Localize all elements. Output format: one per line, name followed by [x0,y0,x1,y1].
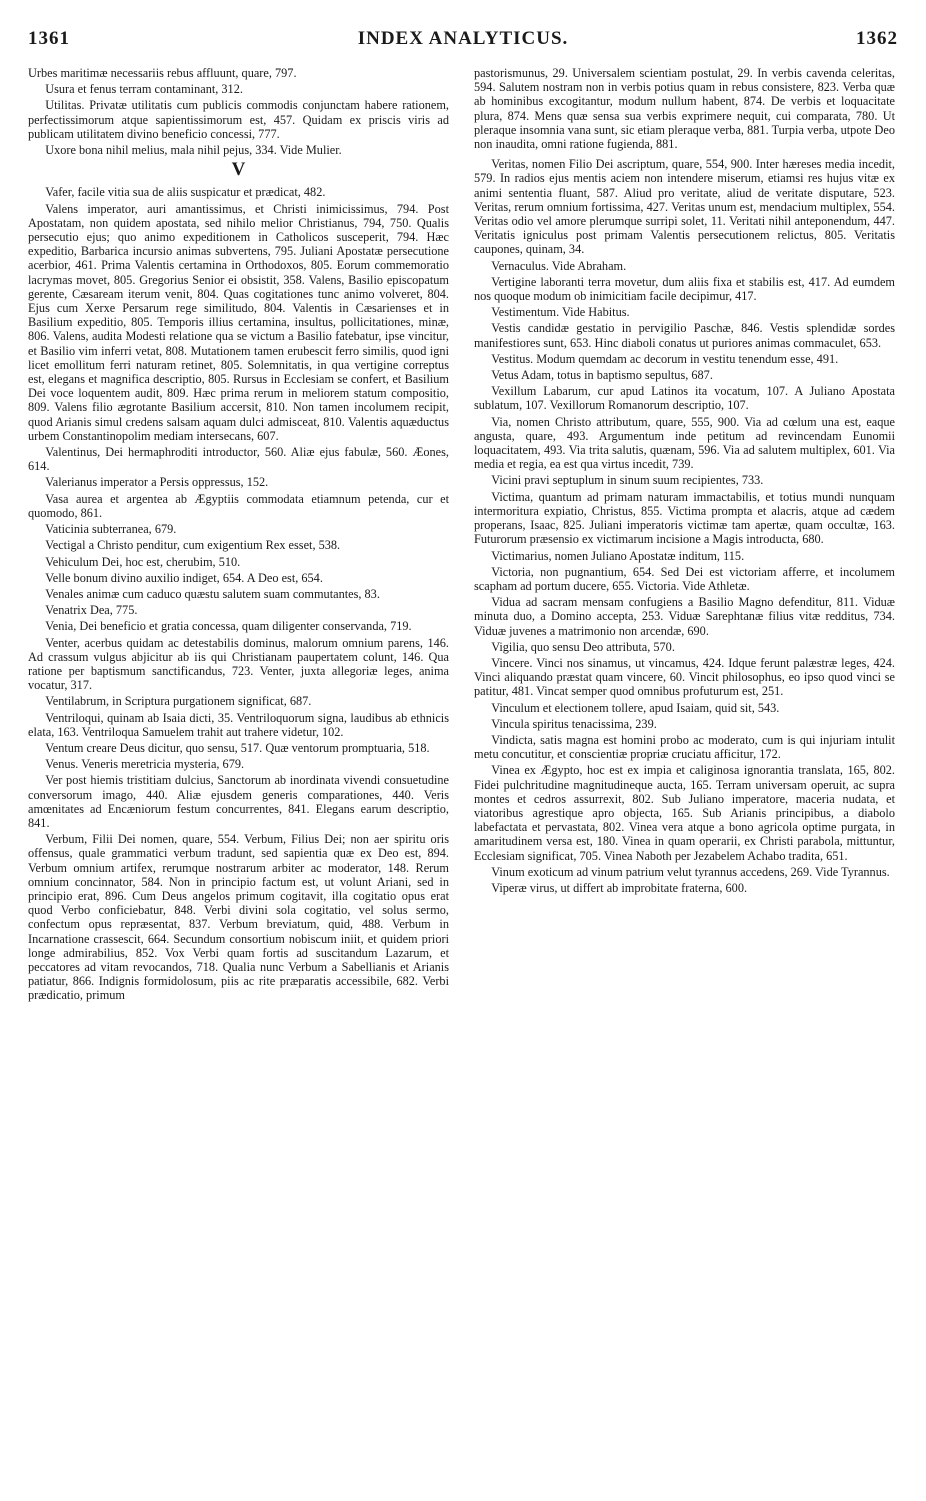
index-entry: Vehiculum Dei, hoc est, cherubim, 510. [45,554,241,569]
index-entry-continuation: pastorismunus, 29. Universalem scientiam postulat, 29. In verbis cavenda celeritas, 594. Salutem nostram non in verbis potius quam in rebus consistere, 823. Verba quæ ab hominibus excogitantur, modum nullum habent, 874. De verbis et loquacitate plura, 874. Mens quæ sensa sua verbis exprimere nequit, cui comparata, 780. Ut pleraque insomnia vana sunt, sic etiam pleraque verba, 881. Turpia verba, utpote Deo non inaudita, omni ratione fugienda, 881. [474,66,895,152]
index-entry: Vestis candidæ gestatio in pervigilio Paschæ, 846. Vestis splendidæ sordes manifestiores sunt, 653. Hinc diaboli conatus ut puriores animas commaculet, 653. [474,321,895,350]
index-entry: Vasa aurea et argentea ab Ægyptiis commodata etiamnum petenda, cur et quomodo, 861. [28,491,449,520]
index-entry: Vectigal a Christo penditur, cum exigentium Rex esset, 538. [45,538,341,553]
index-entry: Venia, Dei beneficio et gratia concessa, quam diligenter conservanda, 719. [45,619,412,634]
index-entry: Uxore bona nihil melius, mala nihil pejus, 334. Vide Mulier. [45,143,342,158]
index-entry: Vestimentum. Vide Habitus. [491,305,630,320]
index-entry: Vidua ad sacram mensam confugiens a Basilio Magno defenditur, 811. Viduæ minuta duo, a Domino accepta, 253. Viduæ Sarephtanæ filius vitæ redditus, 734. Viduæ juvenes a matrimonio non arcendæ, 690. [474,595,895,638]
index-entry: Valentinus, Dei hermaphroditi introductor, 560. Aliæ ejus fabulæ, 560. Æones, 614. [28,445,449,474]
index-entry: Ventilabrum, in Scriptura purgationem significat, 687. [45,694,312,709]
index-entry: Verbum, Filii Dei nomen, quare, 554. Verbum, Filius Dei; non aer spiritu oris offensus, quale grammatici verbum tradunt, sed sapientia quæ ex Deo est, 894. Verbum omnium artifex, rerumque nostrarum arbiter ac moderator, 148. Rerum omnium concinnator, 584. Non in principio factum est, ut volunt Ariani, sed in principio erat, 896. Cum Deus angelos primum cogitavit, illa cogitatio opus erat quod Verbo conficiebatur, 848. Verbi divini sola cogitatio, vel solus sermo, confectum opus repræsentat, 837. Verbum breviatum, quid, 488. Verbum in Incarnatione crassescit, 664. Secundum consortium nobiscum iniit, et quidem priori longe admirabilius, 852. Vox Verbi quam fortis ad suscitandum Lazarum, et peccatores ad vitam revocandos, 718. Qualia nunc Verbum a Sabellianis et Arianis patiatur, 866. Indignis formidolosum, piis ac rite præparatis accessibile, 682. Verbi prædicatio, primum [28,832,449,1003]
index-entry: Vestitus. Modum quemdam ac decorum in vestitu tenendum esse, 491. [491,351,839,366]
index-entry: Utilitas. Privatæ utilitatis cum publicis commodis conjunctam habere rationem, perfectissimorum atque sapientissimorum est, 457. Quidam ex priscis viris ad publicam utilitatem divino beneficio concessi, 777. [28,98,449,141]
index-entry: Victoria, non pugnantium, 654. Sed Dei est victoriam afferre, et incolumem scapham ad portum ducere, 655. Victoria. Vide Athletæ. [474,564,895,593]
index-entry: Vindicta, satis magna est homini probo ac moderato, cum is qui injuriam intulit metu concutitur, et conscientiæ propriæ cruciatu afficitur, 172. [474,732,895,762]
index-entry: Urbes maritimæ necessariis rebus affluunt, quare, 797. [28,66,297,80]
running-title: INDEX ANALYTICUS. [357,28,569,49]
index-entry: Viperæ virus, ut differt ab improbitate fraterna, 600. [491,880,748,895]
index-entry: Venales animæ cum caduco quæstu salutem suam commutantes, 83. [45,586,380,601]
page-number-right: 1362 [856,28,898,49]
index-entry: Ver post hiemis tristitiam dulcius, Sanctorum ab inordinata vivendi consuetudine conversorum imago, 440. Aliæ ejusdem generis comparationes, 440. Veris amœnitates ad Encæniorum festum concurrentes, 841. Elegans earum descriptio, 841. [28,773,449,830]
index-entry: Ventum creare Deus dicitur, quo sensu, 517. Quæ ventorum promptuaria, 518. [45,740,430,755]
index-entry: Usura et fenus terram contaminant, 312. [45,82,243,97]
right-column [474,66,895,897]
index-entry: Vigilia, quo sensu Deo attributa, 570. [491,639,675,654]
index-entry: Vincere. Vinci nos sinamus, ut vincamus, 424. Idque ferunt palæstræ leges, 424. Vinci aliquando præstat quam vincere, 60. Vincit philosophus, eo ipso quod vinci se patitur, 481. Vincat semper quod omnibus profuturum est, 251. [474,655,895,699]
section-letter: V [231,159,246,181]
index-entry: Via, nomen Christo attributum, quare, 555, 900. Via ad cœlum una est, eaque angusta, quare, 493. Argumentum inde petitum ad revincendam Eunomii loquacitatem, 493. Via trita salutis, quænam, 596. Via ad salutem multiplex, 601. Via media et regia, ea est qua virtus incedit, 739. [474,414,895,472]
index-entry: Vaticinia subterranea, 679. [45,522,177,537]
page-number-left: 1361 [28,28,70,49]
index-entry: Vinum exoticum ad vinum patrium velut tyrannus accedens, 269. Vide Tyrannus. [491,864,890,879]
index-entry: Valerianus imperator a Persis oppressus, 152. [45,475,269,490]
index-entry: Victima, quantum ad primam naturam immactabilis, et totius mundi nunquam intermoritura expiatio, Christus, 855. Victima prompta et alacris, atque ad cædem properans, Isaac, 825. Juliani imperatoris victimæ tam apertæ, quam occultæ, 163. Futurorum præsensio ex victimarum incisione a Magis introducta, 680. [474,489,895,547]
index-entry: Venter, acerbus quidam ac detestabilis dominus, malorum omnium parens, 146. Ad crassum vulgus abjicitur ab iis qui Christianam paupertatem colunt, 146. Qua ratione per baptismum sanctificandus, 723. Venter, juxta allegoriæ leges, anima vocatur, 317. [28,635,449,693]
index-entry: Vinculum et electionem tollere, apud Isaiam, quid sit, 543. [491,700,780,715]
index-entry: Victimarius, nomen Juliano Apostatæ inditum, 115. [491,548,745,563]
index-entry: Vincula spiritus tenacissima, 239. [491,716,657,731]
index-entry: Vinea ex Ægypto, hoc est ex impia et caliginosa ignorantia translata, 165, 802. Fidei pulchritudine magnitudineque aucta, 165. Terram universam operuit, ac supra montes et cedros assurrexit, 802. Sub Juliano imperatore, maceria nudata, et viatoribus agrestique apro objecta, 165. Sub Arianis principibus, a diabolo labefactata et pervastata, 802. Vinea vera atque a bono agricola optime purgata, in amaritudinem versa est, 180. Vinea in quam operarii, ex Christi parabola, mittuntur, Ecclesiam significat, 705. Vinea Naboth per Jezabelem Achabo tradita, 651. [474,763,895,863]
index-entry: Ventriloqui, quinam ab Isaia dicti, 35. Ventriloquorum signa, laudibus ab ethnicis elata, 163. Ventriloqua Samuelem trahit aut trahere videtur, 102. [28,710,449,739]
left-column [28,66,449,1005]
index-entry: Vicini pravi septuplum in sinum suum recipientes, 733. [491,473,764,488]
index-entry: Venatrix Dea, 775. [45,603,138,618]
index-entry: Venus. Veneris meretricia mysteria, 679. [45,757,245,772]
index-entry: Vafer, facile vitia sua de aliis suspicatur et prædicat, 482. [45,185,326,200]
index-entry: Vexillum Labarum, cur apud Latinos ita vocatum, 107. A Juliano Apostata sublatum, 107. Vexillorum Romanorum descriptio, 107. [474,384,895,413]
index-entry: Vertigine laboranti terra movetur, dum aliis fixa et stabilis est, 417. Ad eumdem nos quoque modum ob inimicitiam facile decipimur, 417. [474,274,895,304]
index-entry: Vernaculus. Vide Abraham. [491,258,627,273]
index-entry: Vetus Adam, totus in baptismo sepultus, 687. [491,368,713,383]
index-entry: Velle bonum divino auxilio indiget, 654. A Deo est, 654. [45,570,323,585]
index-entry: Valens imperator, auri amantissimus, et Christi inimicissimus, 794. Post Apostatam, non quidem apostata, sed nihilo melior Christianus, 794, 750. Qualis persecutio ejus; quo animo expeditionem in Catholicos susceperit, 794. Hæc expeditio, Barbarica incursio animas subvertens, 795. Juliani Apostatæ persecutione acerbior, 461. Prima Valentis certamina in Orthodoxos, 805. Eorum commemoratio lacrymas movet, 805. Gregorius Senior ei obsistit, 358. Valens, Basilio episcopatum gerente, Cæsaream iterum venit, 804. Quas cogitationes tunc animo volveret, 804. Ejus cum Xerxe Persarum rege similitudo, 804. Valentis in Cæsarienses et in Basilium expeditio, 805. Temporis illius certamina, insultus, pollicitationes, minæ, 806. Valens, audita Modesti relatione qua se victum a Basilio fatebatur, ipse vincitur, et Basilio vim inferri vetat, 808. Mutationem tamen erubescit ferro similis, quod igni licet emollitum ferri naturam retinet, 805. Solemnitatis, in qua vertigine correptus est, elegans et magnifica descriptio, 805. Rursus in Ecclesiam se confert, et Basilium Dei voce loquentem audit, 809. Hæc prima rerum in meliorem statum compositio, 809. Valens filio ægrotante Basilium accersit, 810. Non tamen incolumem recipit, quod Arianis simul credens salsam aquam dulci admisceat, 810. Valentis aquæductus urbem Constantinopolim mediam intersecans, 607. [28,201,449,443]
page-header [28,28,898,58]
index-entry: Veritas, nomen Filio Dei ascriptum, quare, 554, 900. Inter hæreses media incedit, 579. In radios ejus mentis aciem non intendere miserum, etiamsi res hujus vitæ ex animi sententia fluant, 587. Aliud pro veritate, aliud de veritate disputare, 523. Veritas, rerum omnium fortissima, 427. Veritas unum est, mendacium multiplex, 554. Veritas odio vel amore plerumque surripi solet, 11. Veritati nihil anteponendum, 447. Veritatis igniculus post primam Valentis persecutionem relictus, 805. Veritatis caupones, quinam, 34. [474,157,895,257]
